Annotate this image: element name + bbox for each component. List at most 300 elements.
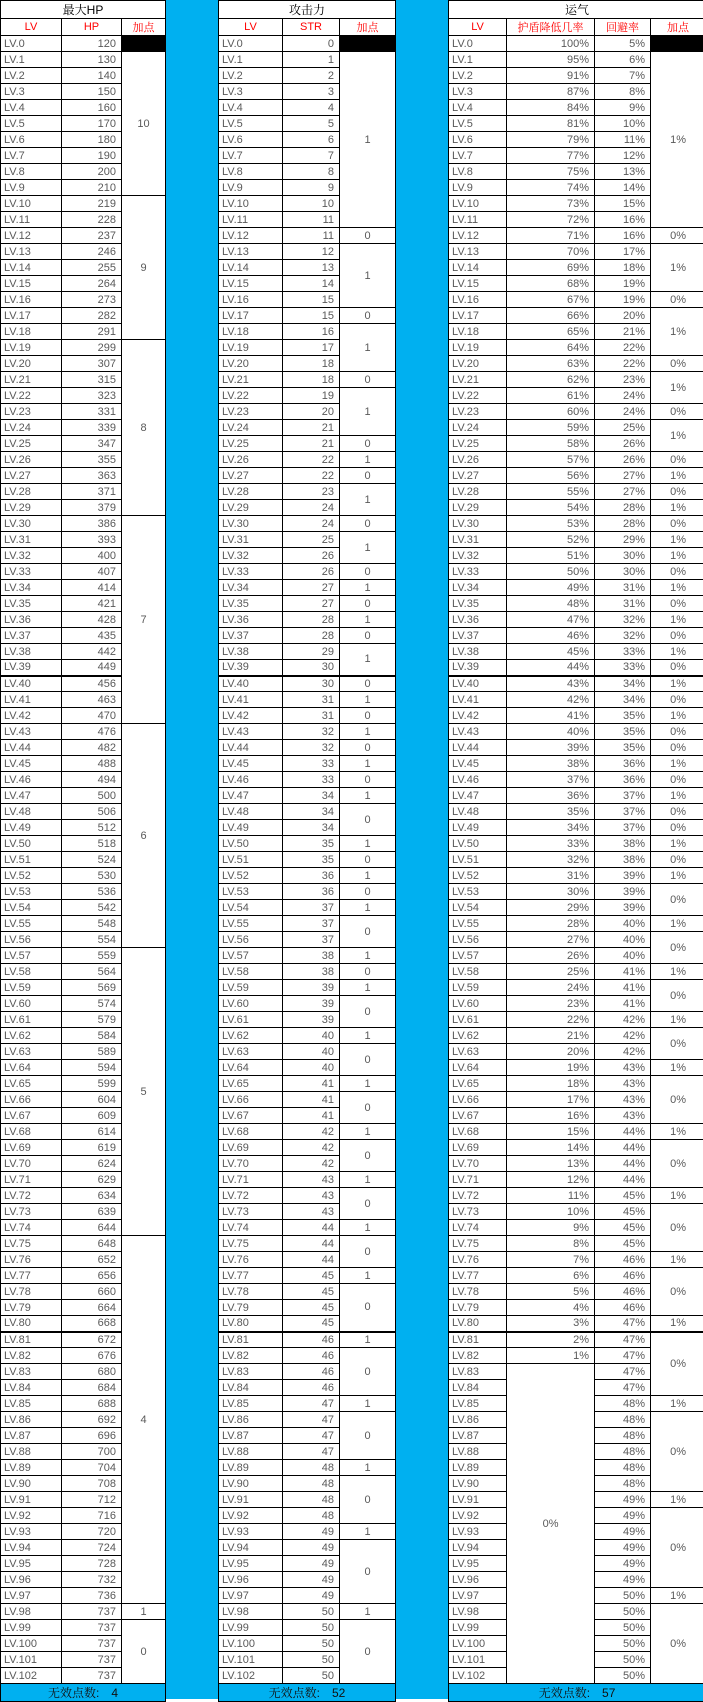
value-cell[interactable]: 24 — [283, 516, 340, 532]
value-cell[interactable]: 393 — [62, 532, 122, 548]
shield-cell[interactable]: 37% — [507, 772, 595, 788]
lv-cell[interactable]: LV.30 — [219, 516, 283, 532]
value-cell[interactable]: 708 — [62, 1476, 122, 1492]
evade-cell[interactable]: 26% — [595, 436, 651, 452]
lv-cell[interactable]: LV.88 — [219, 1444, 283, 1460]
value-cell[interactable]: 219 — [62, 196, 122, 212]
bonus-cell[interactable]: 1 — [340, 612, 396, 628]
lv-cell[interactable]: LV.2 — [1, 68, 62, 84]
shield-cell[interactable]: 50% — [507, 564, 595, 580]
lv-cell[interactable]: LV.53 — [219, 884, 283, 900]
bonus-cell[interactable]: 0 — [340, 228, 396, 244]
lv-cell[interactable]: LV.82 — [1, 1348, 62, 1364]
lv-cell[interactable]: LV.71 — [219, 1172, 283, 1188]
evade-cell[interactable]: 44% — [595, 1156, 651, 1172]
shield-cell[interactable]: 48% — [507, 596, 595, 612]
evade-cell[interactable]: 43% — [595, 1092, 651, 1108]
shield-cell[interactable]: 5% — [507, 1284, 595, 1300]
lv-cell[interactable]: LV.86 — [219, 1412, 283, 1428]
shield-cell[interactable]: 28% — [507, 916, 595, 932]
value-cell[interactable]: 21 — [283, 420, 340, 436]
evade-cell[interactable]: 14% — [595, 180, 651, 196]
lv-cell[interactable]: LV.86 — [1, 1412, 62, 1428]
value-cell[interactable]: 46 — [283, 1348, 340, 1364]
lv-cell[interactable]: LV.36 — [1, 612, 62, 628]
evade-cell[interactable]: 8% — [595, 84, 651, 100]
lv-cell[interactable]: LV.13 — [219, 244, 283, 260]
value-cell[interactable]: 470 — [62, 708, 122, 724]
value-cell[interactable]: 400 — [62, 548, 122, 564]
value-cell[interactable]: 30 — [283, 660, 340, 676]
lv-cell[interactable]: LV.97 — [449, 1588, 507, 1604]
lv-cell[interactable]: LV.58 — [449, 964, 507, 980]
lv-cell[interactable]: LV.51 — [219, 852, 283, 868]
lv-cell[interactable]: LV.87 — [449, 1428, 507, 1444]
lv-cell[interactable]: LV.21 — [219, 372, 283, 388]
evade-cell[interactable]: 34% — [595, 692, 651, 708]
bonus-cell[interactable]: 1 — [340, 980, 396, 996]
value-cell[interactable]: 42 — [283, 1124, 340, 1140]
lv-cell[interactable]: LV.13 — [449, 244, 507, 260]
bonus-cell[interactable]: 0 — [340, 852, 396, 868]
value-cell[interactable]: 22 — [283, 452, 340, 468]
lv-cell[interactable]: LV.80 — [1, 1316, 62, 1332]
lv-cell[interactable]: LV.63 — [1, 1044, 62, 1060]
bonus-cell[interactable]: 1% — [651, 548, 703, 564]
lv-cell[interactable]: LV.53 — [1, 884, 62, 900]
evade-cell[interactable]: 40% — [595, 932, 651, 948]
lv-cell[interactable]: LV.19 — [219, 340, 283, 356]
evade-cell[interactable]: 5% — [595, 36, 651, 52]
lv-cell[interactable]: LV.93 — [1, 1524, 62, 1540]
lv-cell[interactable]: LV.9 — [219, 180, 283, 196]
shield-cell[interactable]: 75% — [507, 164, 595, 180]
bonus-cell[interactable]: 0% — [651, 1028, 703, 1060]
value-cell[interactable]: 49 — [283, 1540, 340, 1556]
lv-cell[interactable]: LV.23 — [219, 404, 283, 420]
lv-cell[interactable]: LV.67 — [449, 1108, 507, 1124]
header-hp[interactable]: HP — [62, 19, 122, 36]
shield-cell[interactable]: 46% — [507, 628, 595, 644]
shield-cell[interactable]: 52% — [507, 532, 595, 548]
bonus-cell[interactable]: 0 — [340, 772, 396, 788]
bonus-cell[interactable]: 0% — [651, 1412, 703, 1492]
lv-cell[interactable]: LV.70 — [449, 1156, 507, 1172]
value-cell[interactable]: 47 — [283, 1412, 340, 1428]
shield-cell[interactable]: 18% — [507, 1076, 595, 1092]
evade-cell[interactable]: 16% — [595, 212, 651, 228]
value-cell[interactable]: 130 — [62, 52, 122, 68]
value-cell[interactable]: 594 — [62, 1060, 122, 1076]
value-cell[interactable]: 282 — [62, 308, 122, 324]
value-cell[interactable]: 506 — [62, 804, 122, 820]
value-cell[interactable]: 291 — [62, 324, 122, 340]
lv-cell[interactable]: LV.73 — [1, 1204, 62, 1220]
evade-cell[interactable]: 48% — [595, 1476, 651, 1492]
lv-cell[interactable]: LV.82 — [449, 1348, 507, 1364]
lv-cell[interactable]: LV.27 — [1, 468, 62, 484]
shield-cell[interactable]: 3% — [507, 1316, 595, 1332]
value-cell[interactable]: 190 — [62, 148, 122, 164]
lv-cell[interactable]: LV.83 — [219, 1364, 283, 1380]
bonus-cell[interactable]: 0 — [340, 964, 396, 980]
shield-cell[interactable]: 64% — [507, 340, 595, 356]
value-cell[interactable]: 609 — [62, 1108, 122, 1124]
shield-cell[interactable]: 41% — [507, 708, 595, 724]
bonus-cell[interactable]: 0 — [340, 1044, 396, 1076]
lv-cell[interactable]: LV.81 — [449, 1332, 507, 1348]
evade-cell[interactable]: 15% — [595, 196, 651, 212]
value-cell[interactable]: 30 — [283, 676, 340, 692]
value-cell[interactable]: 46 — [283, 1380, 340, 1396]
lv-cell[interactable]: LV.71 — [1, 1172, 62, 1188]
evade-cell[interactable]: 35% — [595, 740, 651, 756]
evade-cell[interactable]: 20% — [595, 308, 651, 324]
bonus-cell[interactable]: 5 — [122, 948, 166, 1236]
lv-cell[interactable]: LV.21 — [1, 372, 62, 388]
evade-cell[interactable]: 22% — [595, 340, 651, 356]
lv-cell[interactable]: LV.82 — [219, 1348, 283, 1364]
shield-cell[interactable]: 7% — [507, 1252, 595, 1268]
lv-cell[interactable]: LV.15 — [1, 276, 62, 292]
evade-cell[interactable]: 45% — [595, 1220, 651, 1236]
shield-cell[interactable]: 32% — [507, 852, 595, 868]
value-cell[interactable]: 379 — [62, 500, 122, 516]
bonus-cell[interactable]: 1% — [651, 1316, 703, 1332]
shield-cell[interactable]: 81% — [507, 116, 595, 132]
value-cell[interactable]: 228 — [62, 212, 122, 228]
shield-cell[interactable]: 66% — [507, 308, 595, 324]
lv-cell[interactable]: LV.11 — [449, 212, 507, 228]
lv-cell[interactable]: LV.74 — [219, 1220, 283, 1236]
shield-cell[interactable]: 17% — [507, 1092, 595, 1108]
evade-cell[interactable]: 50% — [595, 1636, 651, 1652]
lv-cell[interactable]: LV.94 — [219, 1540, 283, 1556]
value-cell[interactable]: 40 — [283, 1044, 340, 1060]
lv-cell[interactable]: LV.18 — [449, 324, 507, 340]
value-cell[interactable]: 7 — [283, 148, 340, 164]
evade-cell[interactable]: 45% — [595, 1188, 651, 1204]
shield-cell[interactable]: 70% — [507, 244, 595, 260]
value-cell[interactable]: 548 — [62, 916, 122, 932]
lv-cell[interactable]: LV.52 — [449, 868, 507, 884]
value-cell[interactable]: 736 — [62, 1588, 122, 1604]
value-cell[interactable]: 35 — [283, 836, 340, 852]
bonus-cell[interactable]: 0% — [651, 772, 703, 788]
lv-cell[interactable]: LV.12 — [1, 228, 62, 244]
shield-cell[interactable]: 38% — [507, 756, 595, 772]
lv-cell[interactable]: LV.78 — [449, 1284, 507, 1300]
lv-cell[interactable]: LV.54 — [449, 900, 507, 916]
evade-cell[interactable]: 43% — [595, 1076, 651, 1092]
bonus-cell[interactable]: 1 — [340, 836, 396, 852]
shield-cell[interactable]: 35% — [507, 804, 595, 820]
lv-cell[interactable]: LV.39 — [1, 660, 62, 676]
bonus-cell[interactable]: 1% — [651, 964, 703, 980]
evade-cell[interactable]: 50% — [595, 1588, 651, 1604]
lv-cell[interactable]: LV.40 — [219, 676, 283, 692]
lv-cell[interactable]: LV.29 — [219, 500, 283, 516]
evade-cell[interactable]: 48% — [595, 1396, 651, 1412]
lv-cell[interactable]: LV.12 — [219, 228, 283, 244]
value-cell[interactable]: 34 — [283, 804, 340, 820]
value-cell[interactable]: 264 — [62, 276, 122, 292]
lv-cell[interactable]: LV.28 — [449, 484, 507, 500]
lv-cell[interactable]: LV.1 — [219, 52, 283, 68]
lv-cell[interactable]: LV.31 — [449, 532, 507, 548]
lv-cell[interactable]: LV.17 — [219, 308, 283, 324]
bonus-cell[interactable]: 1% — [651, 868, 703, 884]
lv-cell[interactable]: LV.4 — [219, 100, 283, 116]
shield-cell[interactable]: 9% — [507, 1220, 595, 1236]
lv-cell[interactable]: LV.0 — [219, 36, 283, 52]
value-cell[interactable]: 14 — [283, 276, 340, 292]
value-cell[interactable]: 737 — [62, 1668, 122, 1684]
lv-cell[interactable]: LV.31 — [219, 532, 283, 548]
lv-cell[interactable]: LV.15 — [219, 276, 283, 292]
lv-cell[interactable]: LV.88 — [449, 1444, 507, 1460]
shield-cell[interactable]: 58% — [507, 436, 595, 452]
evade-cell[interactable]: 47% — [595, 1380, 651, 1396]
lv-cell[interactable]: LV.84 — [1, 1380, 62, 1396]
evade-cell[interactable]: 24% — [595, 404, 651, 420]
bonus-cell[interactable]: 1% — [651, 1188, 703, 1204]
value-cell[interactable]: 530 — [62, 868, 122, 884]
bonus-cell[interactable]: 0 — [340, 1092, 396, 1124]
shield-cell[interactable]: 27% — [507, 932, 595, 948]
lv-cell[interactable]: LV.47 — [1, 788, 62, 804]
value-cell[interactable]: 371 — [62, 484, 122, 500]
bonus-cell[interactable]: 0% — [651, 1268, 703, 1316]
evade-cell[interactable]: 46% — [595, 1252, 651, 1268]
evade-cell[interactable]: 43% — [595, 1108, 651, 1124]
shield-merged-cell[interactable]: 0% — [507, 1364, 595, 1684]
value-cell[interactable]: 421 — [62, 596, 122, 612]
lv-cell[interactable]: LV.25 — [449, 436, 507, 452]
lv-cell[interactable]: LV.100 — [449, 1636, 507, 1652]
lv-cell[interactable]: LV.32 — [1, 548, 62, 564]
lv-cell[interactable]: LV.21 — [449, 372, 507, 388]
shield-cell[interactable]: 95% — [507, 52, 595, 68]
bonus-cell[interactable]: 1% — [651, 1492, 703, 1508]
bonus-cell[interactable]: 1% — [651, 612, 703, 628]
lv-cell[interactable]: LV.16 — [449, 292, 507, 308]
shield-cell[interactable]: 73% — [507, 196, 595, 212]
value-cell[interactable]: 512 — [62, 820, 122, 836]
bonus-cell[interactable]: 0% — [651, 932, 703, 964]
value-cell[interactable]: 648 — [62, 1236, 122, 1252]
bonus-cell[interactable]: 1% — [651, 644, 703, 660]
value-cell[interactable]: 644 — [62, 1220, 122, 1236]
evade-cell[interactable]: 45% — [595, 1204, 651, 1220]
lv-cell[interactable]: LV.6 — [219, 132, 283, 148]
lv-cell[interactable]: LV.92 — [219, 1508, 283, 1524]
evade-cell[interactable]: 16% — [595, 228, 651, 244]
evade-cell[interactable]: 49% — [595, 1540, 651, 1556]
lv-cell[interactable]: LV.48 — [1, 804, 62, 820]
lv-cell[interactable]: LV.101 — [449, 1652, 507, 1668]
value-cell[interactable]: 712 — [62, 1492, 122, 1508]
lv-cell[interactable]: LV.63 — [449, 1044, 507, 1060]
value-cell[interactable]: 414 — [62, 580, 122, 596]
value-cell[interactable]: 255 — [62, 260, 122, 276]
value-cell[interactable]: 50 — [283, 1652, 340, 1668]
value-cell[interactable]: 150 — [62, 84, 122, 100]
bonus-cell[interactable]: 0% — [651, 980, 703, 1012]
lv-cell[interactable]: LV.42 — [1, 708, 62, 724]
evade-cell[interactable]: 41% — [595, 980, 651, 996]
evade-cell[interactable]: 23% — [595, 372, 651, 388]
value-cell[interactable]: 49 — [283, 1572, 340, 1588]
bonus-cell[interactable]: 1 — [340, 324, 396, 372]
lv-cell[interactable]: LV.98 — [1, 1604, 62, 1620]
lv-cell[interactable]: LV.99 — [1, 1620, 62, 1636]
bonus-cell[interactable]: 0 — [340, 996, 396, 1028]
bonus-cell[interactable]: 1 — [340, 1124, 396, 1140]
luck-title[interactable]: 运气 — [449, 1, 703, 19]
shield-cell[interactable]: 10% — [507, 1204, 595, 1220]
value-cell[interactable]: 47 — [283, 1444, 340, 1460]
value-cell[interactable]: 140 — [62, 68, 122, 84]
lv-cell[interactable]: LV.48 — [449, 804, 507, 820]
lv-cell[interactable]: LV.45 — [1, 756, 62, 772]
header-lv[interactable]: LV — [449, 19, 507, 36]
bonus-cell[interactable]: 1% — [651, 916, 703, 932]
bonus-cell[interactable]: 1 — [340, 244, 396, 308]
bonus-cell[interactable]: 1% — [651, 500, 703, 516]
value-cell[interactable]: 49 — [283, 1556, 340, 1572]
lv-cell[interactable]: LV.33 — [449, 564, 507, 580]
bonus-cell[interactable]: 0 — [340, 804, 396, 836]
shield-cell[interactable]: 100% — [507, 36, 595, 52]
shield-cell[interactable]: 56% — [507, 468, 595, 484]
evade-cell[interactable]: 46% — [595, 1300, 651, 1316]
value-cell[interactable]: 43 — [283, 1172, 340, 1188]
lv-cell[interactable]: LV.46 — [449, 772, 507, 788]
value-cell[interactable]: 41 — [283, 1092, 340, 1108]
lv-cell[interactable]: LV.10 — [449, 196, 507, 212]
value-cell[interactable]: 476 — [62, 724, 122, 740]
lv-cell[interactable]: LV.15 — [449, 276, 507, 292]
lv-cell[interactable]: LV.41 — [449, 692, 507, 708]
evade-cell[interactable]: 44% — [595, 1172, 651, 1188]
bonus-cell[interactable]: 0% — [651, 804, 703, 820]
evade-cell[interactable]: 39% — [595, 900, 651, 916]
value-cell[interactable]: 36 — [283, 884, 340, 900]
bonus-cell[interactable]: 1 — [340, 580, 396, 596]
lv-cell[interactable]: LV.95 — [449, 1556, 507, 1572]
lv-cell[interactable]: LV.4 — [1, 100, 62, 116]
lv-cell[interactable]: LV.23 — [1, 404, 62, 420]
bonus-cell[interactable]: 1 — [122, 1604, 166, 1620]
header-shield-reduce-rate[interactable]: 护盾降低几率 — [507, 19, 595, 36]
bonus-cell[interactable]: 1 — [340, 1268, 396, 1284]
bonus-cell[interactable]: 0% — [651, 452, 703, 468]
lv-cell[interactable]: LV.69 — [219, 1140, 283, 1156]
shield-cell[interactable]: 30% — [507, 884, 595, 900]
shield-cell[interactable]: 84% — [507, 100, 595, 116]
value-cell[interactable]: 463 — [62, 692, 122, 708]
shield-cell[interactable]: 26% — [507, 948, 595, 964]
lv-cell[interactable]: LV.52 — [1, 868, 62, 884]
value-cell[interactable]: 43 — [283, 1204, 340, 1220]
lv-cell[interactable]: LV.44 — [219, 740, 283, 756]
evade-cell[interactable]: 43% — [595, 1060, 651, 1076]
value-cell[interactable]: 315 — [62, 372, 122, 388]
lv-cell[interactable]: LV.16 — [219, 292, 283, 308]
shield-cell[interactable]: 44% — [507, 660, 595, 676]
lv-cell[interactable]: LV.96 — [449, 1572, 507, 1588]
shield-cell[interactable]: 74% — [507, 180, 595, 196]
bonus-cell[interactable]: 0 — [340, 1540, 396, 1604]
shield-cell[interactable]: 13% — [507, 1156, 595, 1172]
evade-cell[interactable]: 28% — [595, 516, 651, 532]
value-cell[interactable]: 9 — [283, 180, 340, 196]
value-cell[interactable]: 45 — [283, 1284, 340, 1300]
lv-cell[interactable]: LV.90 — [219, 1476, 283, 1492]
value-cell[interactable]: 737 — [62, 1620, 122, 1636]
value-cell[interactable]: 12 — [283, 244, 340, 260]
lv-cell[interactable]: LV.25 — [219, 436, 283, 452]
lv-cell[interactable]: LV.93 — [219, 1524, 283, 1540]
lv-cell[interactable]: LV.26 — [449, 452, 507, 468]
shield-cell[interactable]: 21% — [507, 1028, 595, 1044]
shield-cell[interactable]: 1% — [507, 1348, 595, 1364]
lv-cell[interactable]: LV.34 — [219, 580, 283, 596]
lv-cell[interactable]: LV.49 — [1, 820, 62, 836]
evade-cell[interactable]: 47% — [595, 1316, 651, 1332]
value-cell[interactable]: 579 — [62, 1012, 122, 1028]
value-cell[interactable]: 639 — [62, 1204, 122, 1220]
bonus-cell[interactable]: 0 — [340, 564, 396, 580]
lv-cell[interactable]: LV.78 — [219, 1284, 283, 1300]
bonus-cell[interactable]: 1 — [340, 1604, 396, 1620]
value-cell[interactable]: 29 — [283, 644, 340, 660]
lv-cell[interactable]: LV.34 — [449, 580, 507, 596]
lv-cell[interactable]: LV.18 — [219, 324, 283, 340]
shield-cell[interactable]: 15% — [507, 1124, 595, 1140]
value-cell[interactable]: 48 — [283, 1508, 340, 1524]
value-cell[interactable]: 49 — [283, 1524, 340, 1540]
value-cell[interactable]: 634 — [62, 1188, 122, 1204]
bonus-cell[interactable]: 0 — [340, 708, 396, 724]
evade-cell[interactable]: 46% — [595, 1268, 651, 1284]
lv-cell[interactable]: LV.17 — [1, 308, 62, 324]
evade-cell[interactable]: 36% — [595, 772, 651, 788]
lv-cell[interactable]: LV.28 — [219, 484, 283, 500]
evade-cell[interactable]: 45% — [595, 1236, 651, 1252]
lv-cell[interactable]: LV.32 — [449, 548, 507, 564]
lv-cell[interactable]: LV.102 — [1, 1668, 62, 1684]
value-cell[interactable]: 13 — [283, 260, 340, 276]
lv-cell[interactable]: LV.31 — [1, 532, 62, 548]
lv-cell[interactable]: LV.77 — [1, 1268, 62, 1284]
bonus-cell[interactable]: 0% — [651, 516, 703, 532]
value-cell[interactable]: 17 — [283, 340, 340, 356]
lv-cell[interactable]: LV.0 — [449, 36, 507, 52]
value-cell[interactable]: 16 — [283, 324, 340, 340]
bonus-cell[interactable]: 9 — [122, 196, 166, 340]
value-cell[interactable]: 50 — [283, 1636, 340, 1652]
value-cell[interactable]: 35 — [283, 852, 340, 868]
value-cell[interactable]: 27 — [283, 596, 340, 612]
evade-cell[interactable]: 47% — [595, 1332, 651, 1348]
value-cell[interactable]: 676 — [62, 1348, 122, 1364]
lv-cell[interactable]: LV.25 — [1, 436, 62, 452]
bonus-cell[interactable]: 1 — [340, 948, 396, 964]
bonus-cell[interactable] — [122, 36, 166, 52]
lv-cell[interactable]: LV.34 — [1, 580, 62, 596]
